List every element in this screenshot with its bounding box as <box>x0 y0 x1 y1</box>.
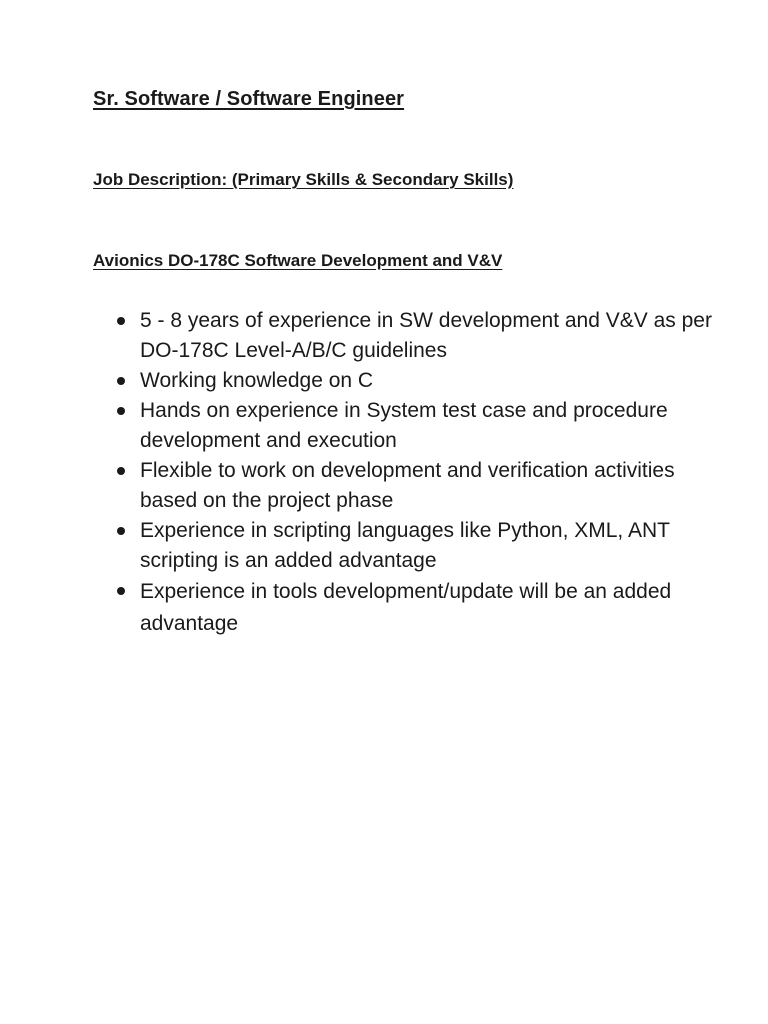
list-item <box>115 306 715 366</box>
skills-list <box>115 306 715 640</box>
list-item-text: Experience in tools development/update will be an added advantage <box>140 580 672 635</box>
list-item-text: Hands on experience in System test case and procedure development and execution <box>140 399 668 452</box>
list-item <box>115 576 715 640</box>
bullet-icon <box>117 377 125 385</box>
list-item-text: Flexible to work on development and verification activities based on the project phase <box>140 459 675 512</box>
list-item <box>115 516 715 576</box>
list-item-text: Working knowledge on C <box>140 369 374 392</box>
list-item <box>115 456 715 516</box>
document-title: Sr. Software / Software Engineer <box>93 88 405 110</box>
bullet-icon <box>117 407 125 415</box>
job-description-heading: Job Description: (Primary Skills & Secondary Skills) <box>93 170 514 189</box>
list-item-text: 5 - 8 years of experience in SW development and V&V as per DO-178C Level-A/B/C guidelines <box>140 309 712 362</box>
bullet-icon <box>117 467 125 475</box>
list-item-text: Experience in scripting languages like Python, XML, ANT scripting is an added advantage <box>140 519 670 572</box>
bullet-icon <box>117 587 125 595</box>
section-heading: Avionics DO-178C Software Development and V&V <box>93 251 503 270</box>
list-item <box>115 396 715 456</box>
bullet-icon <box>117 527 125 535</box>
list-item <box>115 366 715 396</box>
bullet-icon <box>117 317 125 325</box>
